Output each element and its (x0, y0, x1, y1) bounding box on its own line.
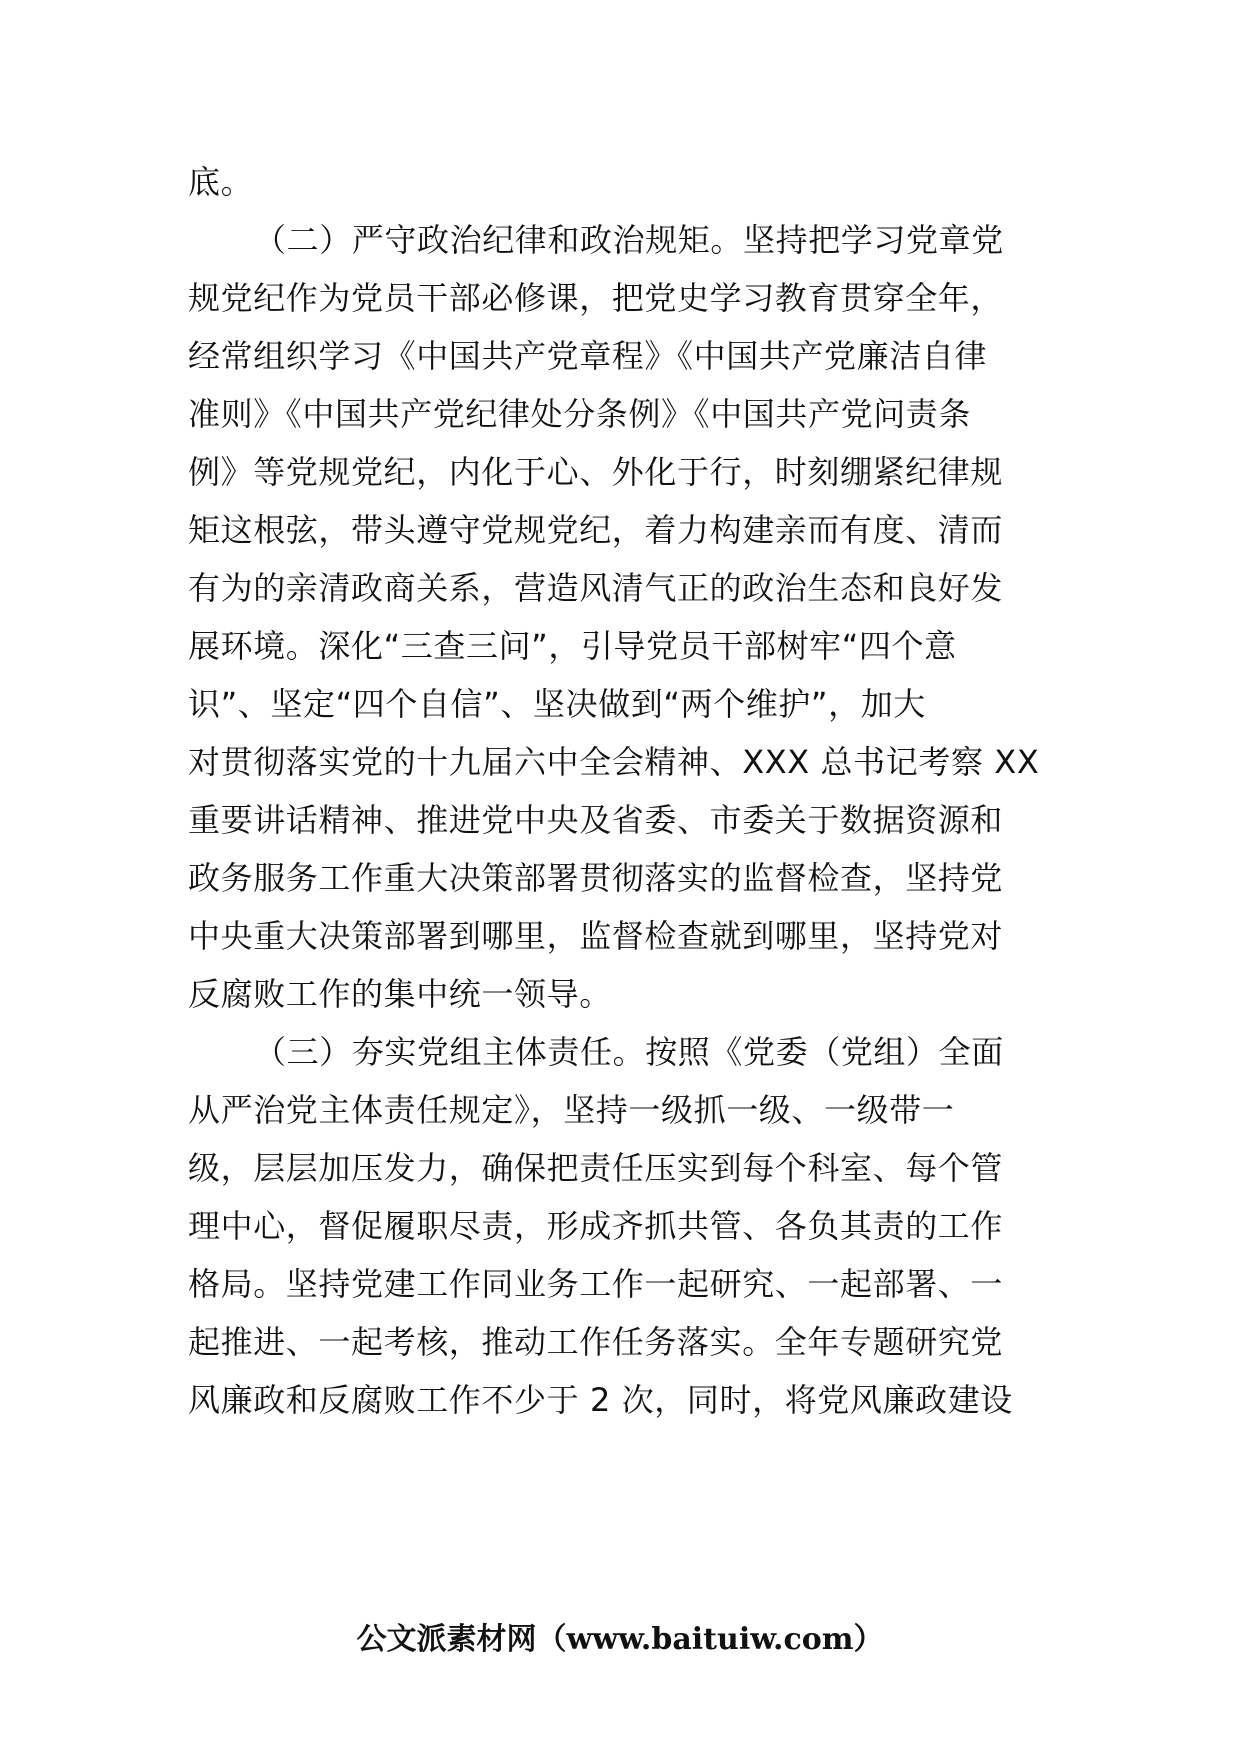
section-heading-line: （三）夯实党组主体责任。按照《党委（党组）全面 (254, 1033, 1004, 1071)
text-line: 矩这根弦，带头遵守党规党纪，着力构建亲而有度、清而 (188, 511, 1004, 549)
section-heading-line: （二）严守政治纪律和政治规矩。坚持把学习党章党 (254, 221, 1004, 259)
text-line: 从严治党主体责任规定》，坚持一级抓一级、一级带一 (188, 1091, 955, 1129)
footer-watermark: 公文派素材网（www.baituiw.com） (356, 1622, 884, 1657)
text-line: 识”、坚定“四个自信”、坚决做到“两个维护”，加大 (188, 685, 926, 723)
text-line: 规党纪作为党员干部必修课，把党史学习教育贯穿全年， (188, 279, 1004, 317)
text-line: 格局。坚持党建工作同业务工作一起研究、一起部署、一 (188, 1265, 1004, 1303)
text-line: 理中心，督促履职尽责，形成齐抓共管、各负其责的工作 (188, 1207, 1004, 1245)
text-line: 展环境。深化“三查三问”，引导党员干部树牢“四个意 (188, 627, 957, 665)
text-line: 重要讲话精神、推进党中央及省委、市委关于数据资源和 (188, 801, 1004, 839)
text-line: 经常组织学习《中国共产党章程》《中国共产党廉洁自律 (188, 337, 988, 375)
text-line: 准则》《中国共产党纪律处分条例》《中国共产党问责条 (188, 395, 972, 433)
text-line: 例》等党规党纪，内化于心、外化于行，时刻绷紧纪律规 (188, 453, 1004, 491)
text-line: 反腐败工作的集中统一领导。 (188, 975, 612, 1013)
text-line: 中央重大决策部署到哪里，监督检查就到哪里，坚持党对 (188, 917, 1004, 955)
text-line: 级，层层加压发力，确保把责任压实到每个科室、每个管 (188, 1149, 1004, 1187)
text-line: 底。 (188, 163, 254, 201)
text-line: 风廉政和反腐败工作不少于 2 次，同时，将党风廉政建设 (188, 1381, 1013, 1419)
text-line: 有为的亲清政商关系，营造风清气正的政治生态和良好发 (188, 569, 1004, 607)
text-line: 政务服务工作重大决策部署贯彻落实的监督检查，坚持党 (188, 859, 1004, 897)
text-line: 对贯彻落实党的十九届六中全会精神、XXX 总书记考察 XX (188, 743, 1040, 781)
text-line: 起推进、一起考核，推动工作任务落实。全年专题研究党 (188, 1323, 1004, 1361)
